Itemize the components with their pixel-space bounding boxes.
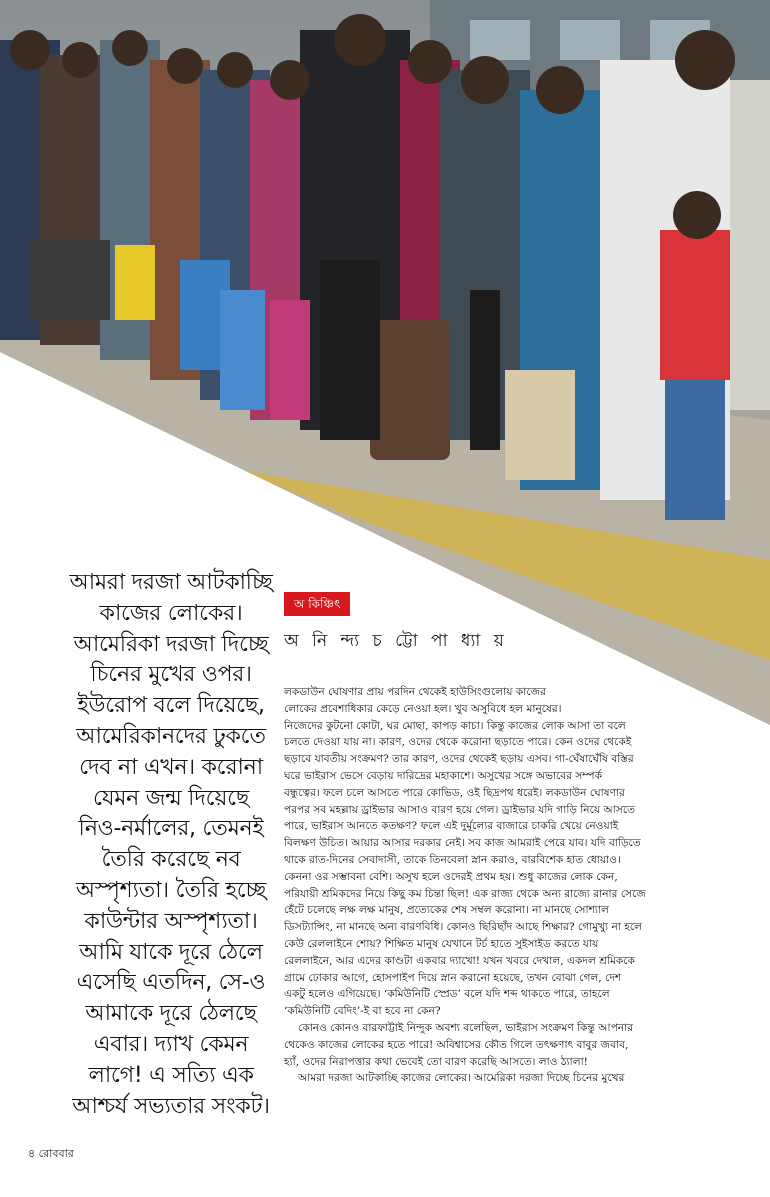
page-footer: ৪ রোববার: [28, 1147, 74, 1160]
article-line: পারে, ভাইরাস আনতে কতক্ষণ? ফলে এই দুর্মূল্যের বাজারে চাকরি খেয়ে নেওয়াই: [284, 820, 619, 833]
crowd: [0, 14, 770, 520]
article-line: কোনও কোনও বারফাট্টাই নিন্দুক অবশ্য বলেছিল, ভাইরাস সংক্রমণ কিন্তু আপনার: [298, 1021, 634, 1034]
article-line: ঘরে ভাইরাস ভেসে বেড়ায় দারিদ্রের মহাকাশে। অসুখের সঙ্গে অভাবের সম্পর্ক: [284, 769, 603, 782]
article-line: কেউ রেললাইনে শোয়? শিক্ষিত মানুষ যেখানে টর্চ হাতে সুইসাইড করতে যায়: [284, 937, 599, 950]
pull-quote-line: আমরা দরজা আটকাচ্ছি: [69, 570, 273, 595]
article-line: গ্রামে ঢোকার আগে, হোসপাইপ দিয়ে স্নান করানো হয়েছে, তখন বোঝা গেল, দেশ: [284, 971, 622, 984]
pull-quote-line: অস্পৃশ্যতা। তৈরি হচ্ছে: [75, 877, 267, 903]
article-line: একটু হলেও এগিয়েছে। ‘কমিউনিটি স্প্রেড’ বলে যদি শব্দ থাকতে পারে, তাহলে: [284, 988, 610, 1001]
pull-quote-line: আমেরিকানদের ঢুকতে: [76, 723, 266, 749]
pull-quote-line: দেব না এখন। করোনা: [79, 754, 263, 780]
pull-quote-line: এসেছি এতদিন, সে-ও: [76, 970, 266, 996]
article-line: লোকের প্রবেশাধিকার কেড়ে নেওয়া হল। খুব অসুবিধে হল মানুষের।: [284, 702, 562, 715]
article-line: থাকে রাত-দিনের সেবাদাসী, তাকে তিনবেলা স্নান করাও, বারবিশেক হাত ধোয়াও।: [284, 853, 621, 866]
article-line: আমরা দরজা আটকাচ্ছি কাজের লোকের। আমেরিকা দরজা দিচ্ছে চিনের মুখের: [298, 1072, 625, 1085]
train-window: [560, 20, 620, 60]
author-byline: অ নি ন্দ্য চ ট্টো পা ধ্যা য়: [284, 631, 508, 651]
article-line: চলতে দেওয়া যায় না। কারণ, ওদের থেকে করোনা ছড়াতে পারে। কেন ওদের থেকেই: [284, 736, 632, 749]
article-line: ডিসট্যান্সিং, না মানছে অন্য বারণবিধি। কোনও ছিরিছাঁদ আছে শিক্ষার? গোমুখ্যু না হলে: [284, 921, 642, 934]
article-line: হ্যাঁ, ওদের নিরাপত্তার কথা ভেবেই তো বারণ করেছি আসতে। লাও ঠ্যালা!: [284, 1055, 588, 1068]
pull-quote-line: কাউন্টার অস্পৃশ্যতা।: [84, 908, 258, 934]
pull-quote-line: আমি যাকে দূরে ঠেলে: [79, 939, 263, 965]
pull-quote: [62, 568, 280, 1122]
article-line: লকডাউন ঘোষণার প্রায় পরদিন থেকেই হাউসিংগুলোয় কাজের: [284, 686, 546, 698]
article-line: রেললাইনে, আর এদের কাণ্ডটা একবার দ্যাখো! যখন খবরে দেখাল, একদল শ্রমিককে: [284, 954, 635, 967]
pull-quote-line: যেমন জন্ম দিয়েছে: [92, 785, 250, 811]
article-line: বিলক্ষণ উচিত। আয়ার আসার দরকার নেই। সব কাজ আমরাই পেরে যাব। যদি বাড়িতে: [284, 837, 641, 850]
article-body: [284, 684, 744, 1087]
pull-quote-line: আশ্চর্য সভ্যতার সংকট।: [72, 1093, 270, 1119]
article-line: কেননা ওর সম্ভাবনা বেশি। অসুখ হলে ওদেরই প্রথম হয়। শুধু কাজের লোক কেন,: [284, 870, 618, 883]
pull-quote-line: চিনের মুখের ওপর।: [90, 662, 252, 688]
article-line: হেঁটে চলেছে লক্ষ লক্ষ মানুষ, প্রত্যেকের শেষ সম্বল করোনা। না মানছে সোশ্যাল: [284, 904, 609, 917]
pull-quote-line: আমেরিকা দরজা দিচ্ছে: [73, 631, 269, 657]
article-line: ছড়াবে যাবতীয় সংক্রমণ? তার কারণ, ওদের থেকেই ছড়ায় এসব। গা-ঘেঁষাঘেঁষি বস্তির: [284, 753, 634, 766]
train-window: [470, 20, 530, 60]
article-line: বন্ধুত্বের। ফলে চলে আসতে পারে কোভিড, ওই ছিদ্রপথ ধরেই। লকডাউন ঘোষণার: [284, 786, 625, 799]
article-line: থেকেও কাজের লোকের হতে পারে! অবিশ্বাসের কৌত গিলে তৎক্ষণাৎ বাবুর জবাব,: [284, 1038, 629, 1051]
pull-quote-line: ইউরোপ বলে দিয়েছে,: [77, 693, 265, 719]
pull-quote-line: এবার। দ্যাখ কেমন: [93, 1031, 249, 1057]
pull-quote-line: নিও-নর্মালের, তেমনই: [78, 816, 264, 842]
article-line: পরপর সব মহল্লায় ড্রাইভার আসাও বারণ হয়ে গেল। ড্রাইভার যদি গাড়ি নিয়ে আসতে: [284, 803, 636, 816]
pull-quote-line: লাগে! এ সত্যি এক: [88, 1062, 254, 1088]
pull-quote-line: তৈরি করেছে নব: [101, 847, 241, 873]
column-tag: অ কিঞ্চিৎ: [284, 592, 350, 616]
article-line: পরিযায়ী শ্রমিকদের নিয়ে কিছু কম চিন্তা ছিল! এক রাজ্য থেকে অন্য রাজ্যে রানার সেজে: [284, 887, 646, 900]
article-line: নিজেদের কুটনো কোটা, ঘর মোছা, কাপড় কাচা। কিন্তু কাজের লোক আসা তা বলে: [284, 719, 626, 732]
article-line: ‘কমিউনিটি বেদিং’-ই বা হবে না কেন?: [284, 1005, 441, 1018]
pull-quote-line: কাজের লোকের।: [99, 600, 243, 626]
pull-quote-line: আমাকে দূরে ঠেলছে: [85, 1001, 257, 1027]
